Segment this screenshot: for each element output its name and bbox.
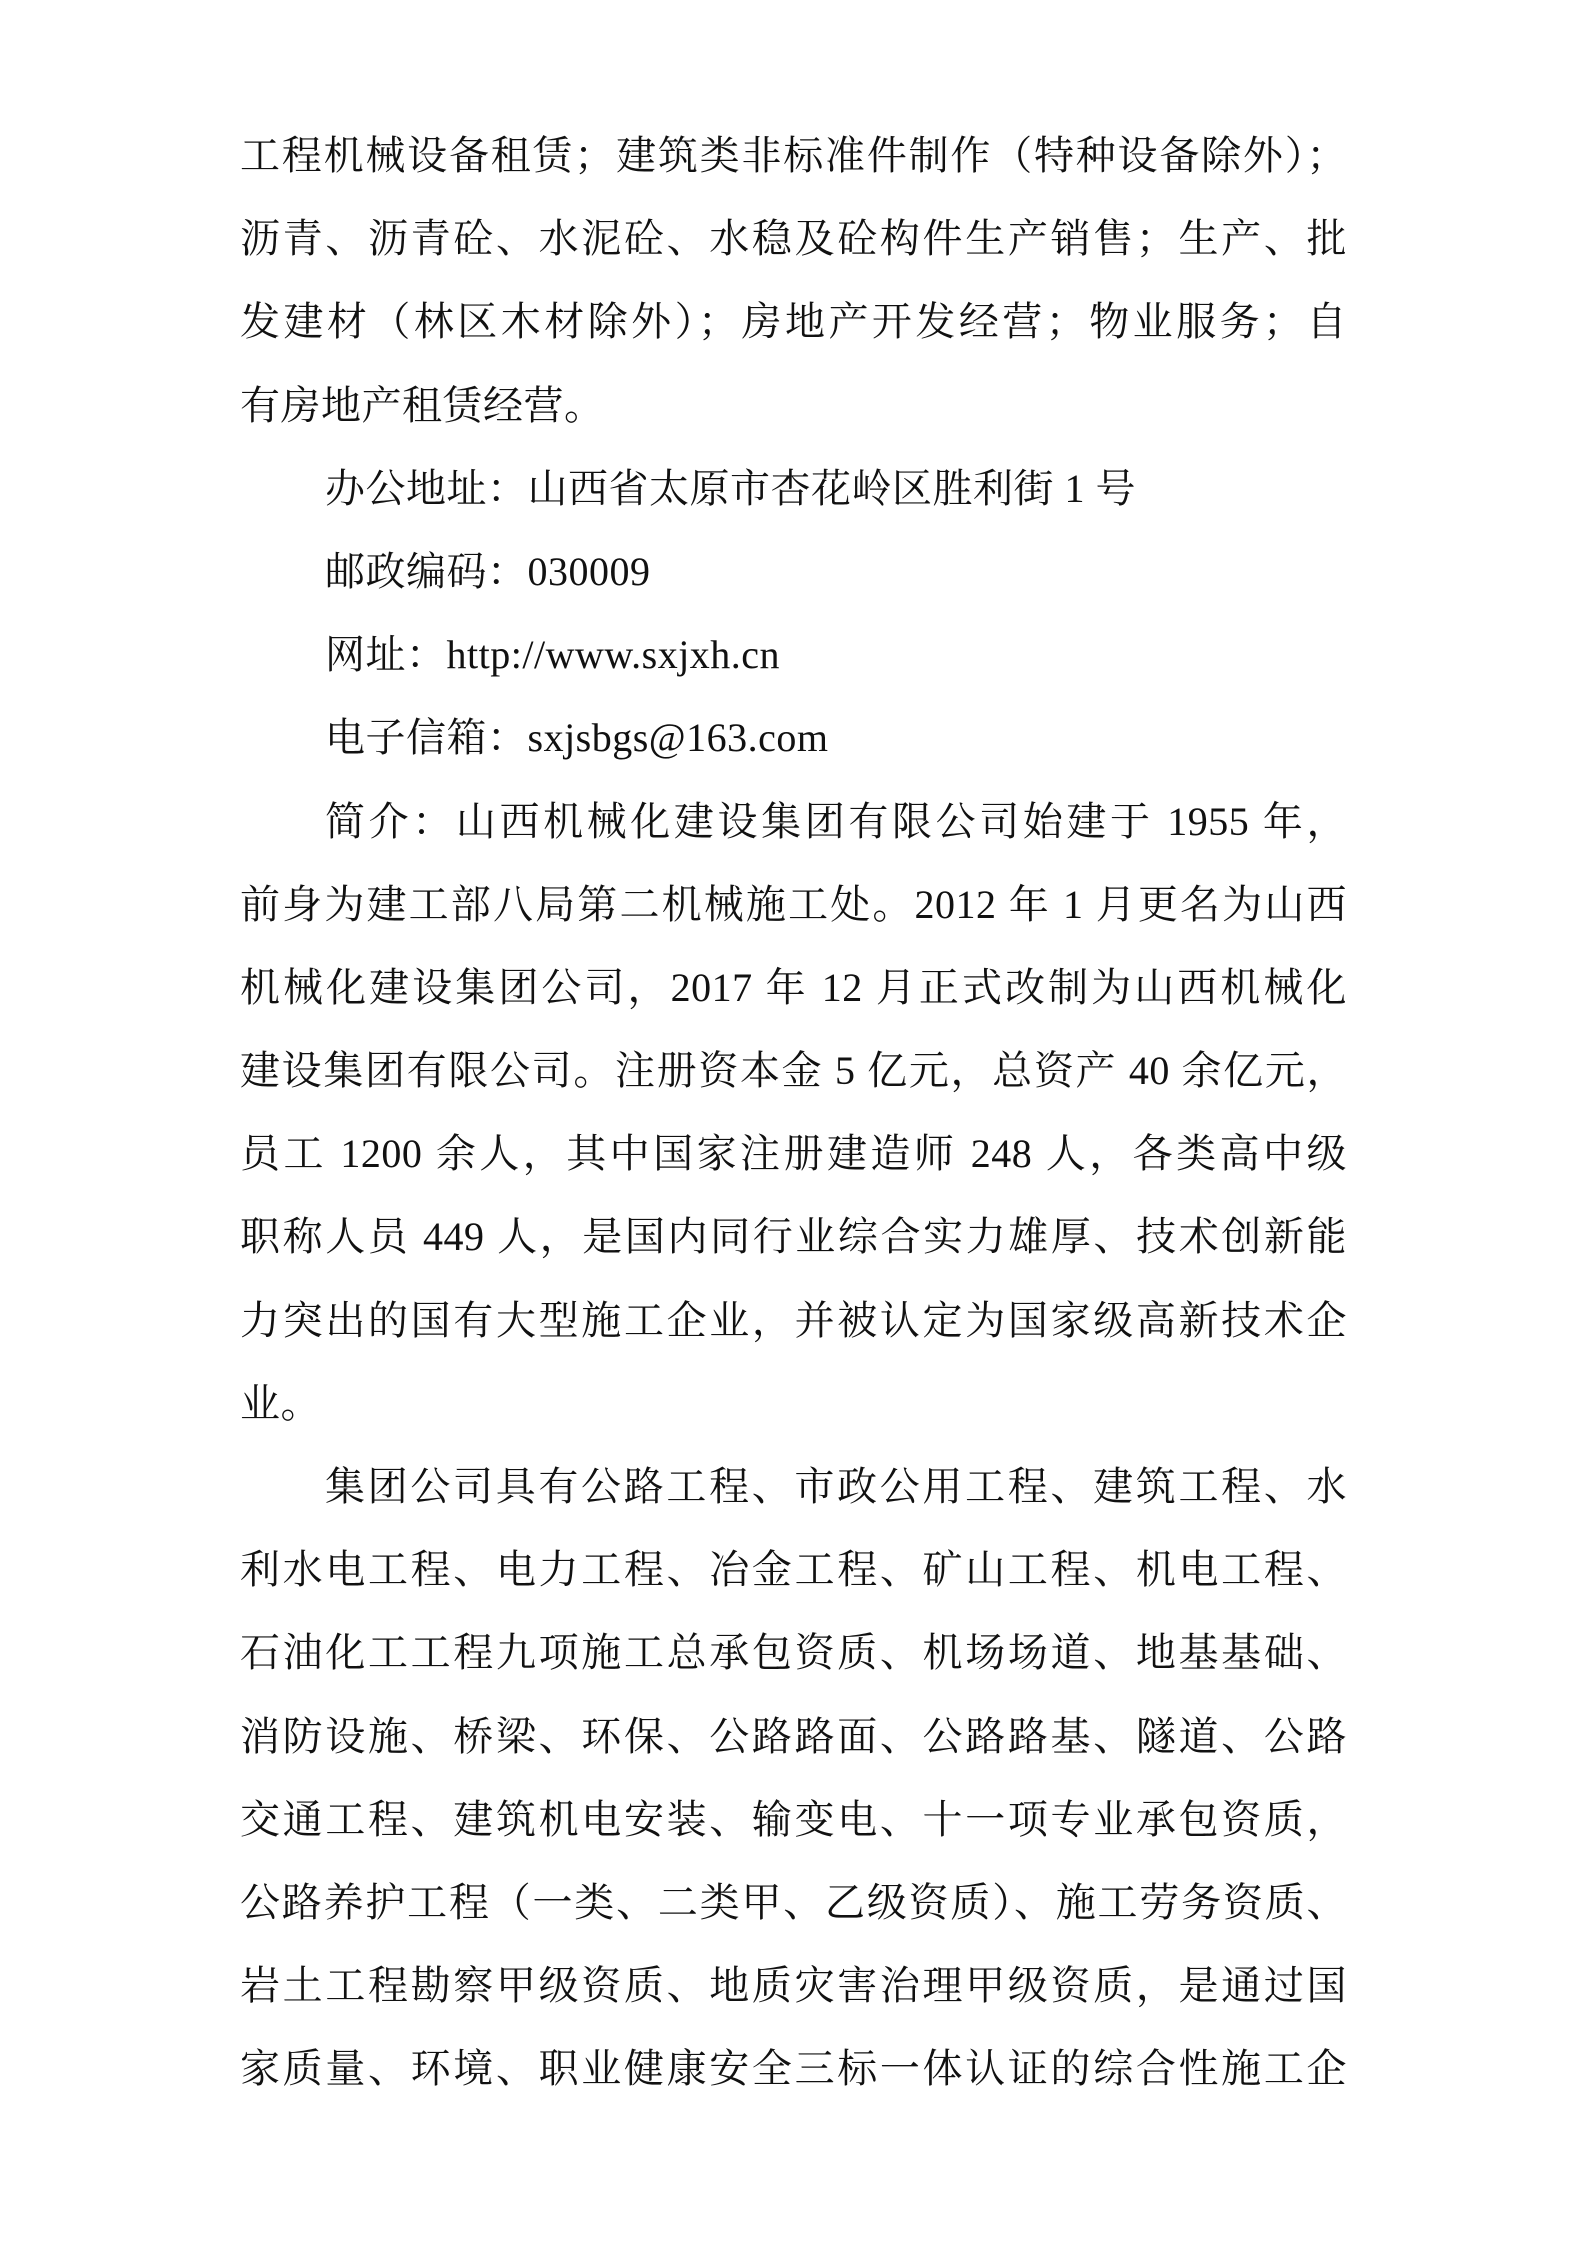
text-line: 利水电工程、电力工程、冶金工程、矿山工程、机电工程、	[240, 1547, 1347, 1593]
text-line-website: 网址：http://www.sxjxh.cn	[325, 632, 781, 678]
text-line: 公路养护工程（一类、二类甲、乙级资质）、施工劳务资质、	[240, 1879, 1347, 1925]
text-line: 前身为建工部八局第二机械施工处。2012 年 1 月更名为山西	[240, 881, 1347, 927]
text-line: 机械化建设集团公司，2017 年 12 月正式改制为山西机械化	[240, 964, 1347, 1010]
text-line-qualifications-start: 集团公司具有公路工程、市政公用工程、建筑工程、水	[325, 1464, 1347, 1509]
text-line: 家质量、环境、职业健康安全三标一体认证的综合性施工企	[240, 2046, 1347, 2092]
text-line: 有房地产租赁经营。	[240, 382, 605, 428]
text-line: 建设集团有限公司。注册资本金 5 亿元，总资产 40 余亿元，	[240, 1048, 1347, 1094]
document-body	[240, 114, 1347, 2111]
text-line: 工程机械设备租赁；建筑类非标准件制作（特种设备除外）；	[240, 133, 1347, 178]
text-line: 沥青、沥青砼、水泥砼、水稳及砼构件生产销售；生产、批	[240, 216, 1347, 262]
text-line-postal-code: 邮政编码：030009	[325, 548, 651, 594]
text-line-email: 电子信箱：sxjsbgs@163.com	[325, 715, 829, 761]
text-line: 发建材（林区木材除外）；房地产开发经营；物业服务；自	[240, 299, 1347, 345]
text-line: 岩土工程勘察甲级资质、地质灾害治理甲级资质，是通过国	[240, 1963, 1347, 2009]
text-line-office-address: 办公地址：山西省太原市杏花岭区胜利街 1 号	[325, 465, 1136, 511]
text-line: 业。	[240, 1380, 321, 1426]
text-line: 员工 1200 余人，其中国家注册建造师 248 人，各类高中级	[240, 1131, 1347, 1177]
text-line: 石油化工工程九项施工总承包资质、机场场道、地基基础、	[240, 1630, 1347, 1676]
text-line: 力突出的国有大型施工企业，并被认定为国家级高新技术企	[240, 1297, 1347, 1343]
text-line: 交通工程、建筑机电安装、输变电、十一项专业承包资质，	[240, 1796, 1347, 1842]
text-line-intro-start: 简介：山西机械化建设集团有限公司始建于 1955 年，	[325, 798, 1347, 844]
text-line: 消防设施、桥梁、环保、公路路面、公路路基、隧道、公路	[240, 1713, 1347, 1759]
text-line: 职称人员 449 人，是国内同行业综合实力雄厚、技术创新能	[240, 1214, 1347, 1260]
